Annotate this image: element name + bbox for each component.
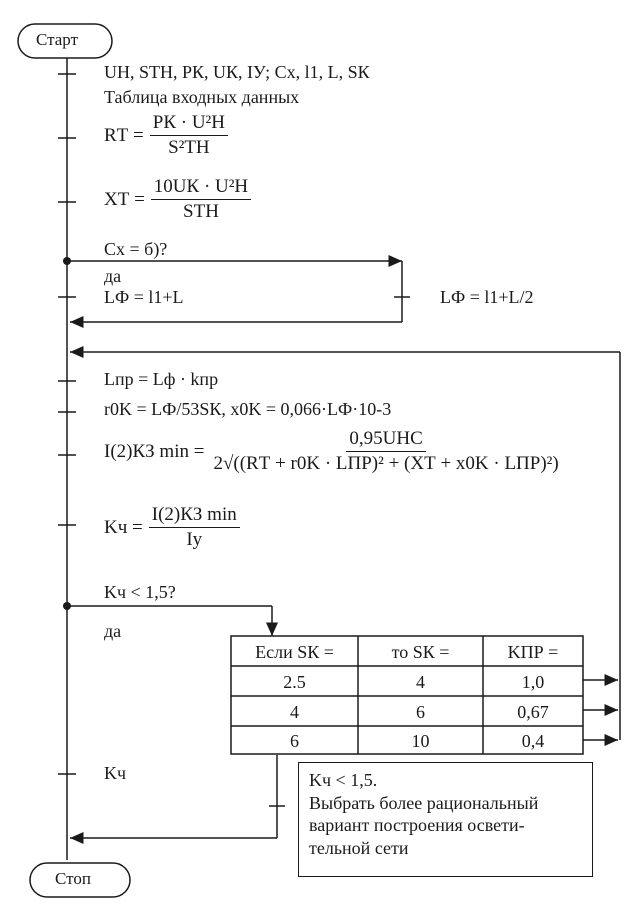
table-header-cell: KПР = [507,642,559,662]
kch-condition: Kч < 1,5? [104,582,176,602]
table-cell: 10 [411,731,430,751]
xt-formula [104,176,251,224]
table-cell: 6 [290,731,299,751]
stop-label: Стоп [55,869,91,888]
r0k-formula: r0K = LФ/53SК, x0K = 0,066·LФ·10-3 [104,399,392,419]
table-header-cell: Если SК = [255,642,334,662]
cx-condition: Cx = б)? [104,239,168,259]
kch-output: Kч [104,763,127,783]
inputs-line: UН, SТН, PК, UК, IУ; Cx, l1, L, SК [104,62,370,82]
table-cell: 4 [290,702,299,722]
ikz-denominator: 2√((RТ + r0K · LПР)² + (XТ + x0K · LПР)²) [213,452,559,474]
recommendation-note [298,762,593,877]
lpr-formula: Lпр = Lф · kпр [104,369,219,389]
lf-yes: LФ = l1+L [104,287,184,307]
xt-numerator: 10UК · U²Н [151,176,251,200]
table-header-cell: то SК = [391,642,450,662]
kch-formula [104,504,240,552]
table-cell: 6 [416,702,425,722]
table-cell: 0,4 [521,731,545,751]
yes-label-2: да [104,621,122,641]
table-cell: 2.5 [283,672,306,692]
kch-denominator: Iy [186,528,203,550]
lf-no: LФ = l1+L/2 [440,287,534,307]
kch-lhs: Kч = [104,517,143,539]
table-cell: 1,0 [521,672,545,692]
note-line: Kч < 1,5. [309,770,378,790]
rt-denominator: S²ТН [168,136,210,158]
ikz-formula [104,428,562,476]
rt-lhs: RТ = [104,125,144,147]
note-line: тельной сети [309,837,409,858]
ikz-lhs: I(2)КЗ min = [104,441,205,463]
rt-numerator: PК · U²Н [150,112,228,136]
start-label: Старт [36,30,79,49]
kch-numerator: I(2)КЗ min [149,504,240,528]
inputs-title: Таблица входных данных [104,87,300,107]
xt-lhs: XТ = [104,189,145,211]
note-line: вариант построения освети- [309,815,525,835]
ikz-numerator: 0,95UНС [346,428,425,452]
table-cell: 4 [416,672,425,692]
xt-denominator: SТН [183,200,219,222]
table-cell: 0,67 [517,702,549,722]
note-line: Выбрать более рациональный [309,792,539,813]
yes-label-1: да [104,266,122,286]
rt-formula [104,112,228,160]
